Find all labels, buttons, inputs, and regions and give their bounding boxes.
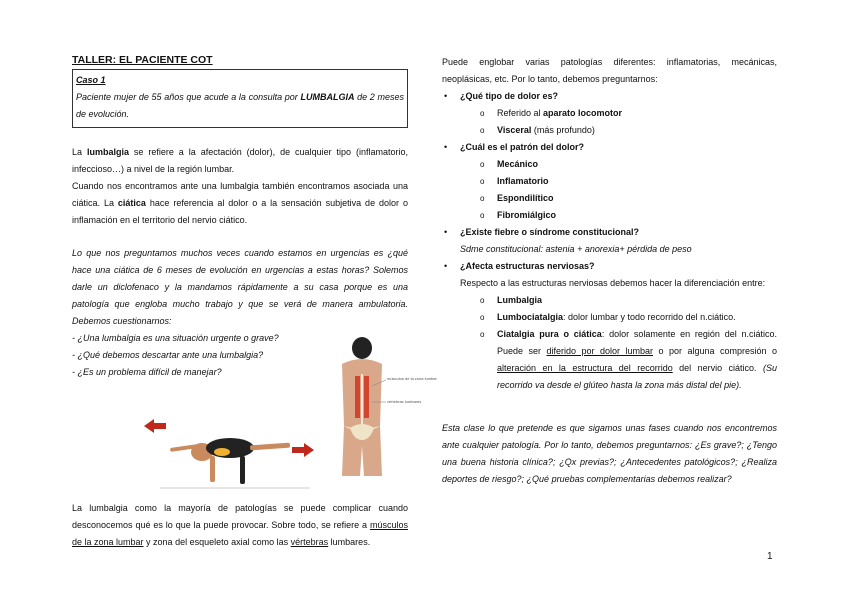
list-item: o Espondilítico [480,193,554,203]
figures [72,366,437,494]
list-item: o Mecánico [480,159,539,169]
exercise-figure [140,412,318,492]
case-keyword: LUMBALGIA [300,92,355,102]
back-anatomy-figure [334,336,437,486]
right-column [442,54,777,488]
list-item: o Ciatalgia pura o ciática: dolor solamente en región del n.ciático. Puede ser diferido por dolor lumbar o por alguna compresión o alteración en la estructura del recorrido del nervio ciático. (Su recorrido va desde el glúteo hasta la zona más distal del pie). [480,329,777,390]
closing-paragraph: Esta clase lo que pretende es que sigamos unas fases cuando nos encontremos ante cualquier patología. Por lo tanto, debemos preguntarnos: ¿Es grave?; ¿Tengo una buena historia clínica?; ¿Qx previas?; ¿Antecedentes patológicos?; ¿Realiza deportes de riesgo?; ¿Qué pruebas complementarias debemos realizar? [442,423,777,484]
nerviosas-intro: Respecto a las estructuras nerviosas debemos hacer la diferenciación entre: [460,278,766,288]
exercise-person [170,438,290,484]
question-list [442,88,777,394]
list-item: o Visceral (más profundo) [480,125,595,135]
list-item: o Fibromiálgico [480,210,557,220]
vertebra-label: vértebras lumbares [387,399,422,404]
question-2: - ¿Qué debemos descartar ante una lumbalgia? [72,350,264,360]
list-item: o Inflamatorio [480,176,549,186]
question-fiebre: • ¿Existe fiebre o síndrome constitucional? Sdme constitucional: astenia + anorexia+ pérdida de peso [442,224,777,258]
lumbalgia-complication: La lumbalgia como la mayoría de patologías se puede complicar cuando desconocemos qué es lo que la puede provocar. Sobre todo, se refiere a músculos de la zona lumbar y zona del esqueleto axial como las vértebras lumbares. [72,503,408,547]
question-3: - ¿Es un problema difícil de manejar? [72,367,222,377]
list-item: o Lumbalgia [480,295,543,305]
question-nerviosas: • ¿Afecta estructuras nerviosas? Respecto a las estructuras nerviosas debemos hacer la diferenciación entre: o Lumbalgia o Lumbociatalgia: dolor lumbar y todo recorrido del n.ciático. o Ciatalgia pura o ciática: dolor solamente en región del n.ciático. Puede ser diferido por dolor lumbar o por alguna compresión o alteración en la estructura del recorrido del nervio ciático. (Su recorrido va desde el glúteo hasta la zona más distal del pie). [442,258,777,394]
ciatica-definition: Cuando nos encontramos ante una lumbalgia también encontramos asociada una ciática. La ciática hace referencia al dolor o a la sensación subjetiva de dolor o inflamación en el territorio del nervio ciático. [72,181,408,225]
right-arrow-icon [292,443,314,457]
left-arrow-icon [144,419,166,433]
case-box [72,69,408,128]
question-tipo-dolor: • ¿Qué tipo de dolor es? o Referido al aparato locomotor o Visceral (más profundo) [442,88,777,139]
question-patron-dolor: • ¿Cuál es el patrón del dolor? o Mecánico o Inflamatorio o Espondilítico o Fibromiálgico [442,139,777,224]
case-title: Caso 1 [76,75,106,85]
sindrome-note: Sdme constitucional: astenia + anorexia+ pérdida de peso [460,244,692,254]
page-title: TALLER: EL PACIENTE COT [72,54,213,66]
list-item: o Lumbociatalgia: dolor lumbar y todo recorrido del n.ciático. [480,312,736,322]
patologias-intro: Puede englobar varias patologías diferentes: inflamatorias, mecánicas, neoplásicas, etc. Por lo tanto, debemos preguntarnos: [442,57,777,84]
left-column [72,54,437,551]
page-number: 1 [767,551,773,562]
question-1: - ¿Una lumbalgia es una situación urgente o grave? [72,333,279,343]
list-item: o Referido al aparato locomotor [480,108,623,118]
case-text: Paciente mujer de 55 años que acude a la consulta por LUMBALGIA de 2 meses de evolución. [76,92,404,119]
lumbalgia-definition: La lumbalgia se refiere a la afectación (dolor), de cualquier tipo (inflamatorio, infeccioso…) a nivel de la región lumbar. [72,147,408,174]
muscle-label: músculos de la zona lumbar [387,376,437,381]
urgencias-paragraph: Lo que nos preguntamos muchos veces cuando estamos en urgencias es ¿qué hace una ciática de 6 meses de evolución en urgencias a estas horas? Solemos darle un diclofenaco y la mandamos rápidamente a su casa porque es una patología que engloba mucho trabajo y que se verá de manera ambulatoria. Debemos cuestionarnos: [72,248,408,326]
